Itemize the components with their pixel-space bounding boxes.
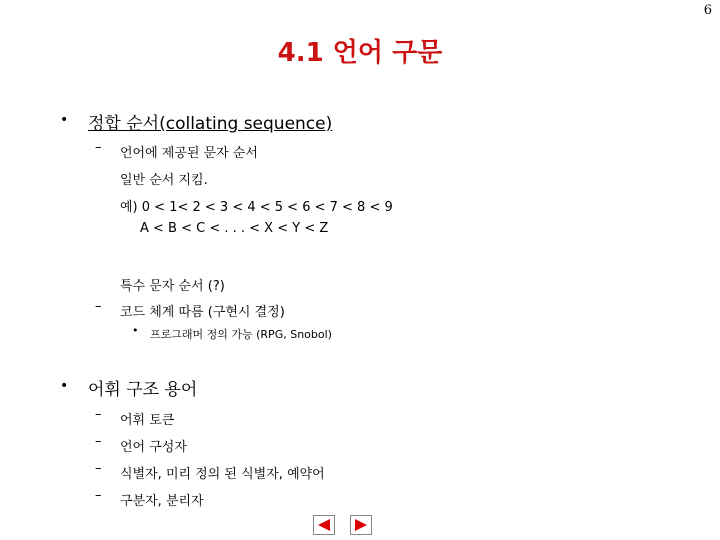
subitem-letter-order: A < B < C < . . . < X < Y < Z xyxy=(140,221,329,236)
bullet-marker: • xyxy=(60,378,69,394)
dash-marker: – xyxy=(95,299,102,314)
bullet-lexical-terms: 어휘 구조 용어 xyxy=(88,380,198,400)
prev-slide-button[interactable] xyxy=(313,515,335,535)
subitem-lexical-token: 어휘 토큰 xyxy=(120,413,175,428)
triangle-right-icon xyxy=(353,518,369,532)
dash-marker: – xyxy=(95,434,102,449)
dash-marker: – xyxy=(95,461,102,476)
page-number: 6 xyxy=(703,3,712,18)
subitem-code-system: 코드 체계 따름 (구현시 결정) xyxy=(120,305,285,320)
subitem-special-char-order: 특수 문자 순서 (?) xyxy=(120,279,225,294)
dash-marker: – xyxy=(95,407,102,422)
slide-title: 4.1 언어 구문 xyxy=(277,38,443,68)
subitem-provided-order: 언어에 제공된 문자 순서 xyxy=(120,146,258,161)
bullet-collating-sequence: 정합 순서(collating sequence) xyxy=(88,114,333,134)
subitem-general-order: 일반 순서 지킴. xyxy=(120,173,208,188)
subitem-programmer-defined: 프로그래머 정의 가능 (RPG, Snobol) xyxy=(150,328,332,341)
next-slide-button[interactable] xyxy=(350,515,372,535)
dash-marker: – xyxy=(95,140,102,155)
triangle-left-icon xyxy=(316,518,332,532)
subitem-language-constructor: 언어 구성자 xyxy=(120,440,187,455)
sub-bullet-marker: • xyxy=(132,324,139,337)
bullet-marker: • xyxy=(60,112,69,128)
dash-marker: – xyxy=(95,488,102,503)
subitem-delimiters: 구분자, 분리자 xyxy=(120,494,204,509)
subitem-digit-order-example: 예) 0 < 1< 2 < 3 < 4 < 5 < 6 < 7 < 8 < 9 xyxy=(120,200,393,215)
subitem-identifiers: 식별자, 미리 정의 된 식별자, 예약어 xyxy=(120,467,325,482)
